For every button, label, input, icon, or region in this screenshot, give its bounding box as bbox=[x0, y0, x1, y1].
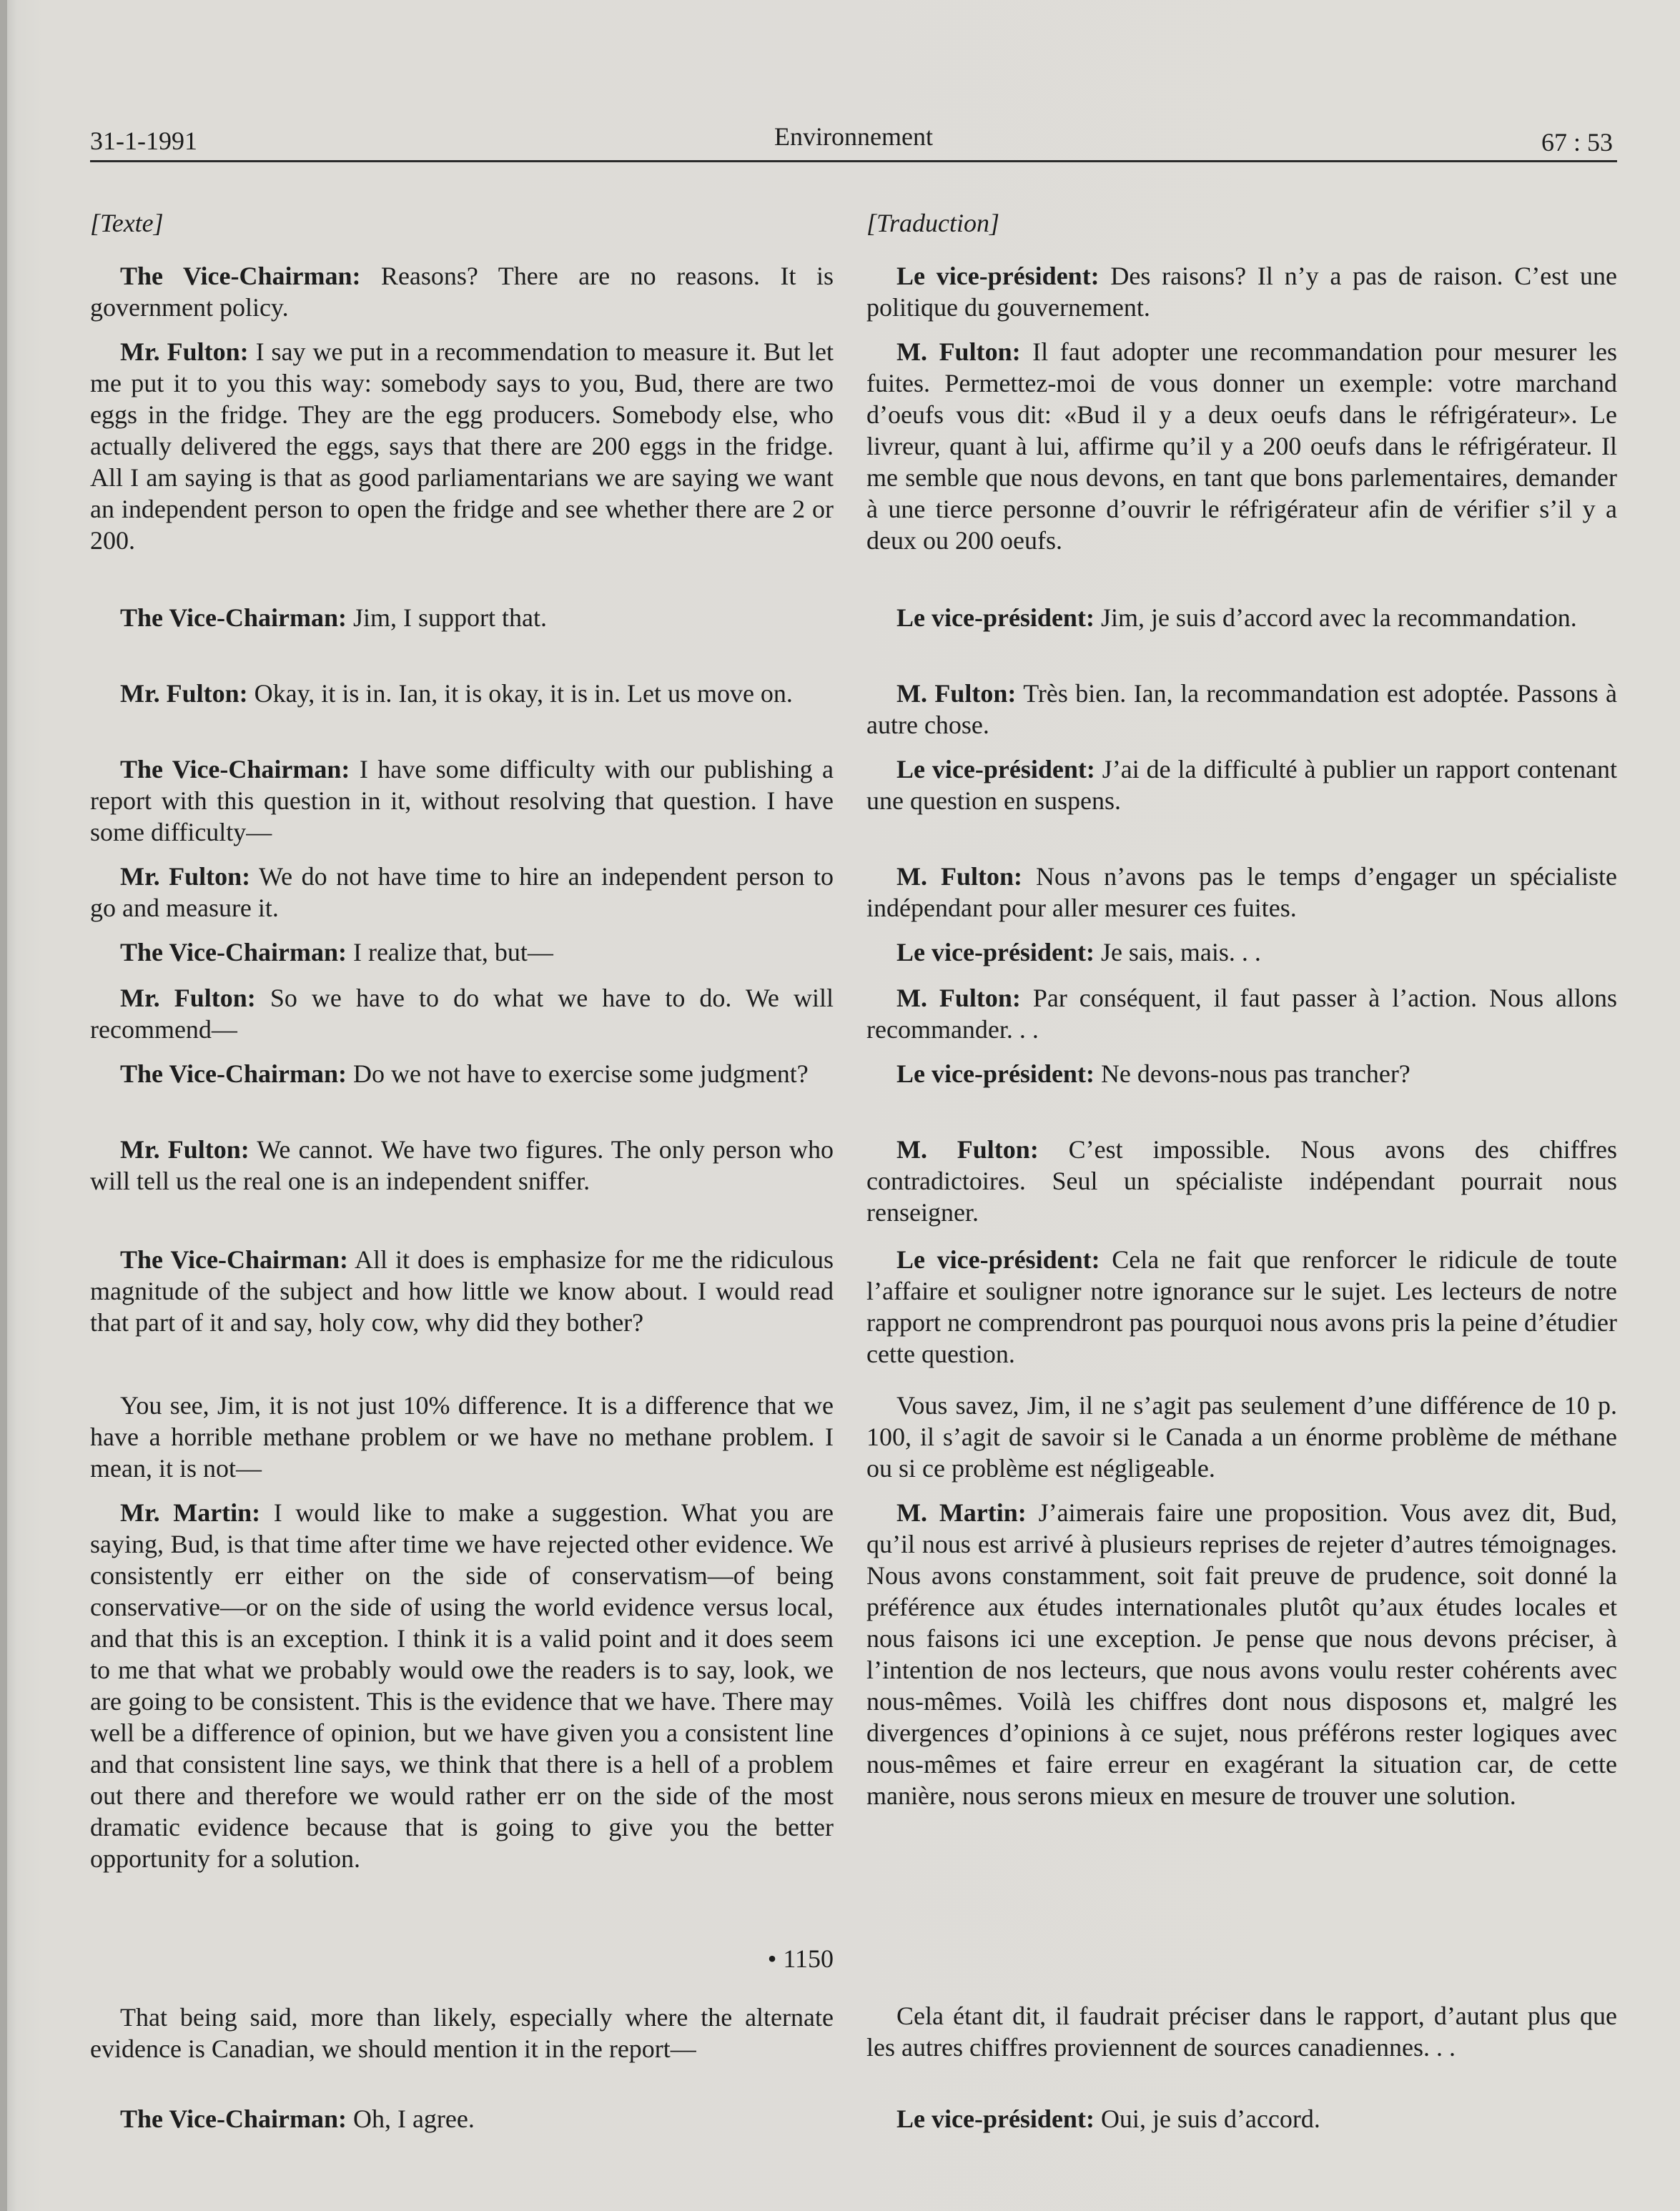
speaker-name: Le vice-président: bbox=[896, 603, 1095, 632]
speaker-name: M. Fulton: bbox=[896, 984, 1021, 1012]
speech-text: Oh, I agree. bbox=[346, 2104, 475, 2133]
transcript-paragraph bbox=[866, 2000, 1617, 2063]
speech-text: Okay, it is in. Ian, it is okay, it is in. Let us move on. bbox=[247, 679, 793, 708]
speech-text: Nous n’avons pas le temps d’engager un spécialiste indépendant pour aller mesurer ces fuites. bbox=[866, 862, 1617, 922]
speaker-name: M. Fulton: bbox=[896, 1135, 1039, 1164]
speaker-name: The Vice-Chairman: bbox=[120, 2104, 347, 2133]
speaker-name: Mr. Fulton: bbox=[120, 337, 249, 366]
speech-text: C’est impossible. Nous avons des chiffres contradictoires. Seul un spécialiste indépendant pourrait nous renseigner. bbox=[866, 1135, 1617, 1227]
column-label-french: [Traduction] bbox=[866, 209, 1000, 237]
speaker-name: Mr. Fulton: bbox=[120, 862, 251, 891]
speech-text: Il faut adopter une recommandation pour mesurer les fuites. Permettez-moi de vous donner un exemple: votre marchand d’oeufs vous dit: «Bud il y a deux oeufs dans le réfrigérateur». Le livreur, quant à lui, affirme qu’il y a 200 oeufs dans le réfrigérateur. Il me semble que nous devons, en tant que bons parlementaires, demander à une tierce personne d’ouvrir le réfrigérateur afin de vérifier s’il y a deux ou 200 oeufs. bbox=[866, 337, 1617, 555]
page-binding-edge bbox=[0, 0, 7, 2211]
page-header bbox=[90, 119, 1617, 162]
transcript-paragraph bbox=[90, 936, 834, 968]
speech-text: I realize that, but— bbox=[346, 938, 553, 966]
speech-text: That being said, more than likely, especially where the alternate evidence is Canadian, we should mention it in the report— bbox=[90, 2003, 834, 2063]
speaker-name: The Vice-Chairman: bbox=[120, 938, 347, 966]
header-page-number: 67 : 53 bbox=[1541, 128, 1613, 157]
speaker-name: M. Fulton: bbox=[896, 679, 1017, 708]
transcript-paragraph bbox=[866, 1390, 1617, 1484]
header-date: 31-1-1991 bbox=[90, 127, 197, 155]
speech-text: All it does is emphasize for me the ridiculous magnitude of the subject and how little we know about. I would read that part of it and say, holy cow, why did they bother? bbox=[90, 1245, 834, 1337]
speech-text: I have some difficulty with our publishing a report with this question in it, without resolving that question. I have some difficulty— bbox=[90, 755, 834, 846]
transcript-paragraph bbox=[866, 678, 1617, 741]
speaker-name: Mr. Martin: bbox=[120, 1498, 261, 1527]
speech-text: Reasons? There are no reasons. It is government policy. bbox=[90, 262, 834, 322]
speech-text: So we have to do what we have to do. We will recommend— bbox=[90, 984, 834, 1044]
speech-text: J’ai de la difficulté à publier un rapport contenant une question en suspens. bbox=[866, 755, 1617, 815]
transcript-paragraph bbox=[90, 1390, 834, 1484]
column-label-english: [Texte] bbox=[90, 209, 164, 237]
transcript-paragraph bbox=[866, 861, 1617, 924]
speaker-name: Mr. Fulton: bbox=[120, 984, 256, 1012]
speech-text: I say we put in a recommendation to measure it. But let me put it to you this way: somebody says to you, Bud, there are two eggs in the fridge. They are the egg producers. Somebody else, who actually delivered the eggs, says that there are 200 eggs in the fridge. All I am saying is that as good parliamentarians we are saying we want an independent person to open the fridge and see whether there are 2 or 200. bbox=[90, 337, 834, 555]
speech-text: Oui, je suis d’accord. bbox=[1094, 2104, 1320, 2133]
speech-text: We do not have time to hire an independent person to go and measure it. bbox=[90, 862, 834, 922]
speaker-name: Le vice-président: bbox=[896, 938, 1095, 966]
speaker-name: Le vice-président: bbox=[896, 755, 1095, 783]
speaker-name: The Vice-Chairman: bbox=[120, 755, 350, 783]
transcript-paragraph bbox=[90, 982, 834, 1045]
transcript-paragraph bbox=[90, 1244, 834, 1338]
speech-text: Ne devons-nous pas trancher? bbox=[1094, 1059, 1410, 1088]
header-title: Environnement bbox=[774, 122, 933, 151]
speech-text: Très bien. Ian, la recommandation est adoptée. Passons à autre chose. bbox=[866, 679, 1618, 739]
speaker-name: Mr. Fulton: bbox=[120, 679, 248, 708]
transcript-paragraph bbox=[866, 753, 1617, 816]
transcript-paragraph bbox=[866, 336, 1617, 556]
speech-text: Do we not have to exercise some judgment? bbox=[346, 1059, 809, 1088]
speech-text: We cannot. We have two figures. The only person who will tell us the real one is an independent sniffer. bbox=[90, 1135, 834, 1195]
transcript-paragraph bbox=[90, 1058, 834, 1089]
transcript-paragraph bbox=[90, 602, 834, 633]
speech-text: Jim, je suis d’accord avec la recommandation. bbox=[1094, 603, 1577, 632]
transcript-paragraph bbox=[90, 1497, 834, 1874]
speaker-name: Le vice-président: bbox=[896, 1059, 1095, 1088]
speaker-name: Mr. Fulton: bbox=[120, 1135, 249, 1164]
speaker-name: Le vice-président: bbox=[896, 262, 1100, 290]
speech-text: Par conséquent, il faut passer à l’action. Nous allons recommander. . . bbox=[866, 984, 1617, 1044]
transcript-paragraph bbox=[866, 982, 1617, 1045]
transcript-paragraph bbox=[866, 260, 1617, 323]
transcript-paragraph bbox=[90, 1134, 834, 1197]
speech-text: Jim, I support that. bbox=[346, 603, 547, 632]
transcript-paragraph bbox=[866, 1497, 1617, 1811]
transcript-paragraph bbox=[90, 260, 834, 323]
transcript-paragraph bbox=[90, 678, 834, 709]
transcript-paragraph bbox=[90, 861, 834, 924]
speaker-name: M. Fulton: bbox=[896, 862, 1023, 891]
transcript-paragraph bbox=[866, 936, 1617, 968]
transcript-paragraph bbox=[90, 753, 834, 848]
speech-text: Cela ne fait que renforcer le ridicule de toute l’affaire et souligner notre ignorance sur le sujet. Les lecteurs de notre rapport ne comprendront pas pourquoi nous avons pris la peine d’étudier cette question. bbox=[866, 1245, 1617, 1368]
speech-text: You see, Jim, it is not just 10% difference. It is a difference that we have a horrible methane problem or we have no methane problem. I mean, it is not— bbox=[90, 1391, 834, 1483]
speaker-name: Le vice-président: bbox=[896, 2104, 1095, 2133]
speech-text: I would like to make a suggestion. What you are saying, Bud, is that time after time we have rejected other evidence. We consistently err either on the side of conservatism—of being conservative—or on the side of using the world evidence versus local, and that this is an exception. I think it is a valid point and it does seem to me that what we probably would owe the readers is to say, look, we are going to be consistent. This is the evidence that we have. There may well be a difference of opinion, but we have given you a consistent line and that consistent line says, we think that there is a hell of a problem out there and therefore we would rather err on the side of the most dramatic evidence because that is going to give you the better opportunity for a solution. bbox=[90, 1498, 834, 1873]
transcript-paragraph bbox=[866, 602, 1617, 633]
time-marker: • 1150 bbox=[767, 1944, 834, 1973]
speech-text: J’aimerais faire une proposition. Vous avez dit, Bud, qu’il nous est arrivé à plusieurs reprises de rejeter d’autres témoignages. Nous avons constamment, soit fait preuve de prudence, soit donné la préférence aux études internationales plutôt qu’aux études locales et nous faisons ici une exception. Je pense que nous devons préciser, à l’intention de nos lecteurs, que nous avons voulu rester cohérents avec nous-mêmes. Voilà les chiffres dont nous disposons et, malgré les divergences d’opinions à ce sujet, nous préférons rester logiques avec nous-mêmes et faire erreur en exagérant la situation car, de cette manière, nous serons mieux en mesure de trouver une solution. bbox=[866, 1498, 1617, 1810]
speaker-name: The Vice-Chairman: bbox=[120, 1245, 348, 1274]
transcript-paragraph bbox=[866, 1134, 1617, 1228]
transcript-paragraph bbox=[866, 1058, 1617, 1089]
transcript-paragraph bbox=[866, 1244, 1617, 1370]
speaker-name: The Vice-Chairman: bbox=[120, 1059, 347, 1088]
speech-text: Des raisons? Il n’y a pas de raison. C’est une politique du gouvernement. bbox=[866, 262, 1617, 322]
speaker-name: M. Martin: bbox=[896, 1498, 1027, 1527]
speaker-name: Le vice-président: bbox=[896, 1245, 1100, 1274]
speech-text: Vous savez, Jim, il ne s’agit pas seulement d’une différence de 10 p. 100, il s’agit de savoir si le Canada a un énorme problème de méthane ou si ce problème est négligeable. bbox=[866, 1391, 1617, 1483]
speaker-name: The Vice-Chairman: bbox=[120, 603, 347, 632]
speech-text: Je sais, mais. . . bbox=[1094, 938, 1261, 966]
transcript-paragraph bbox=[866, 2103, 1617, 2135]
transcript-paragraph bbox=[90, 2103, 834, 2135]
speaker-name: The Vice-Chairman: bbox=[120, 262, 361, 290]
transcript-paragraph bbox=[90, 2002, 834, 2064]
speaker-name: M. Fulton: bbox=[896, 337, 1021, 366]
transcript-paragraph bbox=[90, 336, 834, 556]
speech-text: Cela étant dit, il faudrait préciser dans le rapport, d’autant plus que les autres chiffres proviennent de sources canadiennes. . . bbox=[866, 2002, 1617, 2062]
